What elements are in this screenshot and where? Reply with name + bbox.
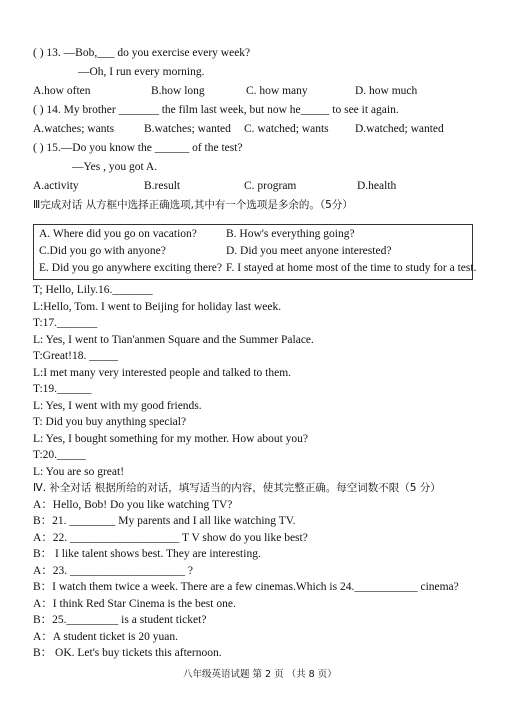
q14-option-a: A.watches; wants (33, 123, 115, 135)
q13-option-d: D. how much (355, 85, 418, 97)
dialogue3-line: T; Hello, Lily.16._______ (33, 284, 153, 296)
q13-answer: —Oh, I run every morning. (78, 66, 205, 78)
q13-option-b: B.how long (151, 85, 205, 97)
box-option-a: A. Where did you go on vacation? (39, 228, 197, 240)
dialogue4-line: B：25._________ is a student ticket? (33, 614, 207, 626)
box-option-f: F. I stayed at home most of the time to study for a test. (226, 262, 477, 274)
dialogue4-line: A：23. ____________________ ? (33, 565, 194, 577)
dialogue3-line: T:Great!18. _____ (33, 350, 119, 362)
dialogue3-line: T:17._______ (33, 317, 98, 329)
dialogue3-line: L: You are so great! (33, 466, 125, 478)
q14-option-b: B.watches; wanted (144, 123, 231, 135)
q14-option-c: C. watched; wants (244, 123, 329, 135)
q13-option-c: C. how many (246, 85, 308, 97)
page-footer: 八年级英语试题 第 2 页 （共 8 页） (183, 669, 337, 680)
dialogue4-line: B：I watch them twice a week. There are a few cinemas.Which is 24.___________ cinema? (33, 581, 459, 593)
q13-option-a: A.how often (33, 85, 91, 97)
dialogue3-line: L:Hello, Tom. I went to Beijing for holiday last week. (33, 301, 282, 313)
section3-heading: Ⅲ完成对话 从方框中选择正确选项,其中有一个选项是多余的。（5分） (33, 199, 353, 211)
section4-heading: Ⅳ. 补全对话 根据所给的对话，填写适当的内容，使其完整正确。每空词数不限（5 分） (33, 482, 441, 494)
box-option-b: B. How's everything going? (226, 228, 355, 240)
box-option-d: D. Did you meet anyone interested? (226, 245, 392, 257)
q15-answer: —Yes , you got A. (72, 161, 158, 173)
dialogue4-line: A：A student ticket is 20 yuan. (33, 631, 179, 643)
q14-option-d: D.watched; wanted (355, 123, 444, 135)
options-box (33, 224, 477, 280)
dialogue3-line: T:19.______ (33, 383, 92, 395)
dialogue3-line: L: Yes, I bought something for my mother. How about you? (33, 433, 309, 445)
dialogue3-line: T: Did you buy anything special? (33, 416, 187, 428)
q15-option-c: C. program (244, 180, 297, 192)
dialogue3-line: L: Yes, I went with my good friends. (33, 400, 202, 412)
q15-option-b: B.result (144, 180, 181, 192)
dialogue4-line: A：I think Red Star Cinema is the best one. (33, 598, 236, 610)
q15-option-d: D.health (357, 180, 397, 192)
q14-stem: ( ) 14. My brother _______ the film last week, but now he_____ to see it again. (33, 104, 399, 116)
dialogue3-line: T:20._____ (33, 449, 86, 461)
q13-stem: ( ) 13. —Bob,___ do you exercise every week? (33, 47, 251, 59)
dialogue3-line: L: Yes, I went to Tian'anmen Square and the Summer Palace. (33, 334, 314, 346)
dialogue4-line: B： OK. Let's buy tickets this afternoon. (33, 647, 222, 659)
dialogue4-line: A：Hello, Bob! Do you like watching TV? (33, 499, 233, 511)
dialogue4-line: A：22. ___________________ T V show do you like best? (33, 532, 308, 544)
q15-stem: ( ) 15.—Do you know the ______ of the test? (33, 142, 243, 154)
dialogue4-line: B：21. ________ My parents and I all like watching TV. (33, 515, 296, 527)
box-option-c: C.Did you go with anyone? (39, 245, 166, 257)
box-option-e: E. Did you go anywhere exciting there? (39, 262, 222, 274)
dialogue3-line: L:I met many very interested people and talked to them. (33, 367, 292, 379)
dialogue4-line: B： I like talent shows best. They are interesting. (33, 548, 261, 560)
q15-option-a: A.activity (33, 180, 79, 192)
